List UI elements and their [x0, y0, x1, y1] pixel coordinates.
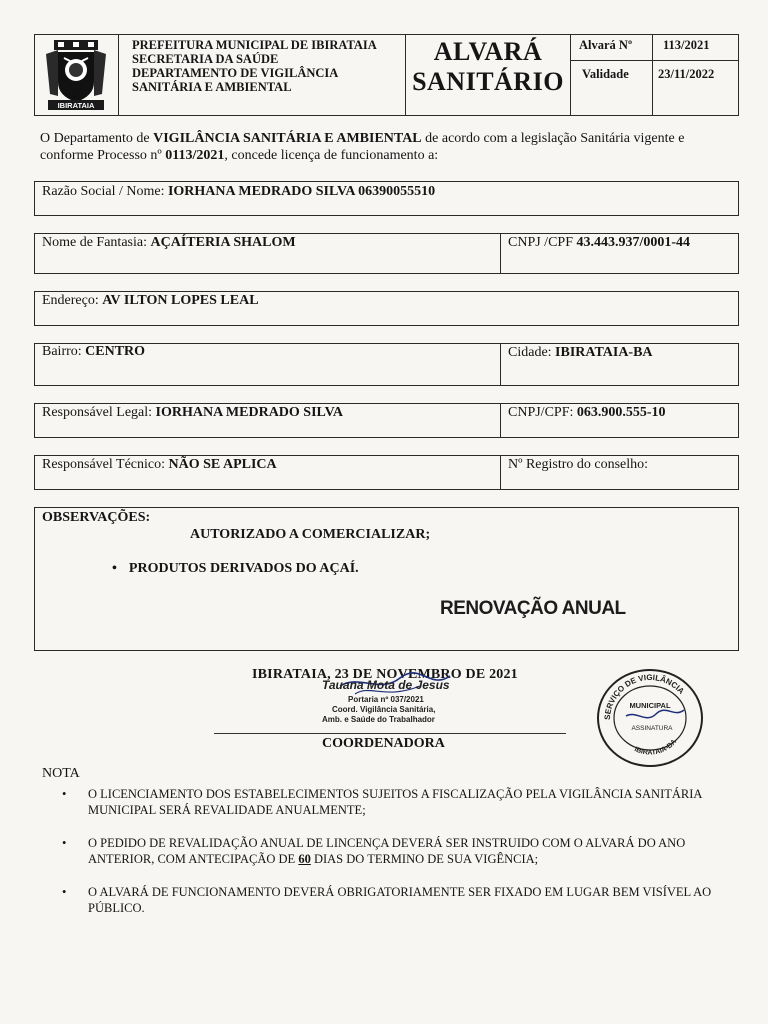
seal-middle-text: MUNICIPAL: [629, 701, 671, 710]
document-title: [408, 37, 568, 97]
days-number: 60: [298, 852, 311, 866]
field-label: Bairro:: [42, 344, 86, 359]
responsavel-cpf-field: [508, 405, 666, 421]
registro-conselho-field: Nº Registro do conselho:: [508, 457, 649, 472]
org-line: PREFEITURA MUNICIPAL DE IBIRATAIA: [132, 38, 377, 52]
seal-top-text: [603, 673, 686, 720]
intro-department: VIGILÂNCIA SANITÁRIA E AMBIENTAL: [153, 131, 422, 146]
header-divider: [405, 34, 406, 116]
signature-line: [214, 733, 566, 734]
official-seal: [592, 664, 708, 772]
signature-stamp: [300, 664, 490, 734]
field-label: Cidade:: [508, 345, 556, 360]
observacoes-authorization: AUTORIZADO A COMERCIALIZAR;: [190, 527, 431, 542]
nota-title: NOTA: [42, 766, 80, 781]
field-value: CENTRO: [85, 344, 146, 359]
header-divider: [652, 34, 653, 116]
signer-portaria: Portaria nº 037/2021: [348, 695, 424, 704]
logo-banner-text: IBIRATAIA: [57, 101, 95, 110]
signer-name: Tauana Mota de Jesus: [322, 678, 450, 692]
nota-list: [62, 786, 732, 933]
product-text: PRODUTOS DERIVADOS DO AÇAÍ.: [128, 561, 359, 576]
nota-item-text: DIAS DO TERMINO DE SUA VIGÊNCIA;: [310, 852, 539, 866]
validade-label: Validade: [582, 67, 629, 81]
observacoes-title: OBSERVAÇÕES:: [42, 510, 151, 525]
organization-name: [132, 38, 402, 94]
renovacao-anual-stamp: RENOVAÇÃO ANUAL: [440, 598, 626, 619]
intro-text: de acordo com a legislação Sanitária vigente e conforme Processo nº: [40, 131, 685, 163]
title-line: ALVARÁ: [433, 37, 543, 66]
razao-social-field: [42, 184, 435, 200]
field-label: CNPJ/CPF:: [508, 405, 577, 420]
box-divider: [500, 343, 501, 386]
responsavel-tecnico-field: [42, 457, 277, 473]
intro-text: O Departamento de: [40, 131, 154, 146]
title-line: SANITÁRIO: [412, 67, 564, 96]
nome-fantasia-field: [42, 235, 296, 251]
field-label: CNPJ /CPF: [508, 235, 577, 250]
header-divider: [570, 34, 571, 116]
box-divider: [500, 233, 501, 274]
org-line: SANITÁRIA E AMBIENTAL: [132, 80, 292, 94]
header-divider: [118, 34, 119, 116]
field-label: Nome de Fantasia:: [42, 235, 151, 250]
field-value: 43.443.937/0001-44: [576, 235, 691, 250]
org-line: SECRETARIA DA SAÚDE: [132, 52, 279, 66]
field-value: AÇAÍTERIA SHALOM: [150, 235, 296, 250]
nota-item-text: O PEDIDO DE REVALIDAÇÃO ANUAL DE LINCENÇA DEVERÁ SER INSTRUIDO COM O ALVARÁ DO ANO ANTERIOR, COM ANTECIPAÇÃO DE: [88, 836, 686, 866]
coat-of-arms-logo: [44, 38, 108, 112]
issue-date: IBIRATAIA, 23 DE NOVEMBRO DE 2021: [252, 667, 518, 682]
bullet: •: [112, 561, 117, 576]
box-divider: [500, 403, 501, 438]
cnpj-field: [508, 235, 690, 251]
seal-signature-label: ASSINATURA: [631, 725, 673, 732]
field-label: Responsável Legal:: [42, 405, 156, 420]
alvara-number-label: Alvará Nº: [579, 38, 633, 52]
seal-top-path: SERVIÇO DE VIGILÂNCIA: [602, 672, 686, 721]
signer-department: Amb. e Saúde do Trabalhador: [322, 715, 435, 724]
seal-bottom-text: [633, 738, 678, 756]
responsavel-legal-field: [42, 405, 343, 421]
signer-title: COORDENADORA: [322, 736, 445, 751]
process-number: 0113/2021: [165, 148, 225, 163]
signer-role: Coord. Vigilância Sanitária,: [332, 705, 436, 714]
endereco-field: [42, 293, 259, 309]
field-value: AV ILTON LOPES LEAL: [102, 293, 259, 308]
field-label: Razão Social / Nome:: [42, 184, 168, 199]
field-value: IBIRATAIA-BA: [555, 345, 653, 360]
nota-item: [62, 786, 732, 818]
field-label: Endereço:: [42, 293, 103, 308]
validade-value: 23/11/2022: [658, 67, 715, 81]
field-value: 063.900.555-10: [576, 405, 666, 420]
observacoes-product-item: [112, 561, 359, 577]
nota-item-text: O LICENCIAMENTO DOS ESTABELECIMENTOS SUJEITOS A FISCALIZAÇÃO PELA VIGILÂNCIA SANITÁRIA MUNICIPAL SERÁ REVALIDADE ANUALMENTE;: [88, 787, 702, 817]
field-value: IORHANA MEDRADO SILVA: [155, 405, 344, 420]
intro-paragraph: [40, 130, 730, 164]
bairro-field: [42, 344, 145, 360]
bullet: •: [62, 836, 67, 850]
cidade-field: [508, 345, 653, 361]
nota-item: [62, 884, 732, 916]
org-line: DEPARTAMENTO DE VIGILÂNCIA: [132, 66, 339, 80]
nota-item-text: O ALVARÁ DE FUNCIONAMENTO DEVERÁ OBRIGATORIAMENTE SER FIXADO EM LUGAR BEM VISÍVEL AO PÚBLICO.: [88, 885, 712, 915]
seal-bottom-path: IBIRATAIA-BA: [633, 738, 679, 757]
bullet: •: [62, 885, 67, 899]
field-value: IORHANA MEDRADO SILVA 06390055510: [167, 184, 436, 199]
box-divider: [500, 455, 501, 490]
field-value: NÃO SE APLICA: [168, 457, 277, 472]
header-divider: [570, 60, 739, 61]
alvara-number-value: 113/2021: [663, 38, 710, 52]
bullet: •: [62, 787, 67, 801]
intro-text: , concede licença de funcionamento a:: [224, 148, 439, 163]
nota-item: [62, 835, 732, 867]
field-label: Responsável Técnico:: [42, 457, 169, 472]
